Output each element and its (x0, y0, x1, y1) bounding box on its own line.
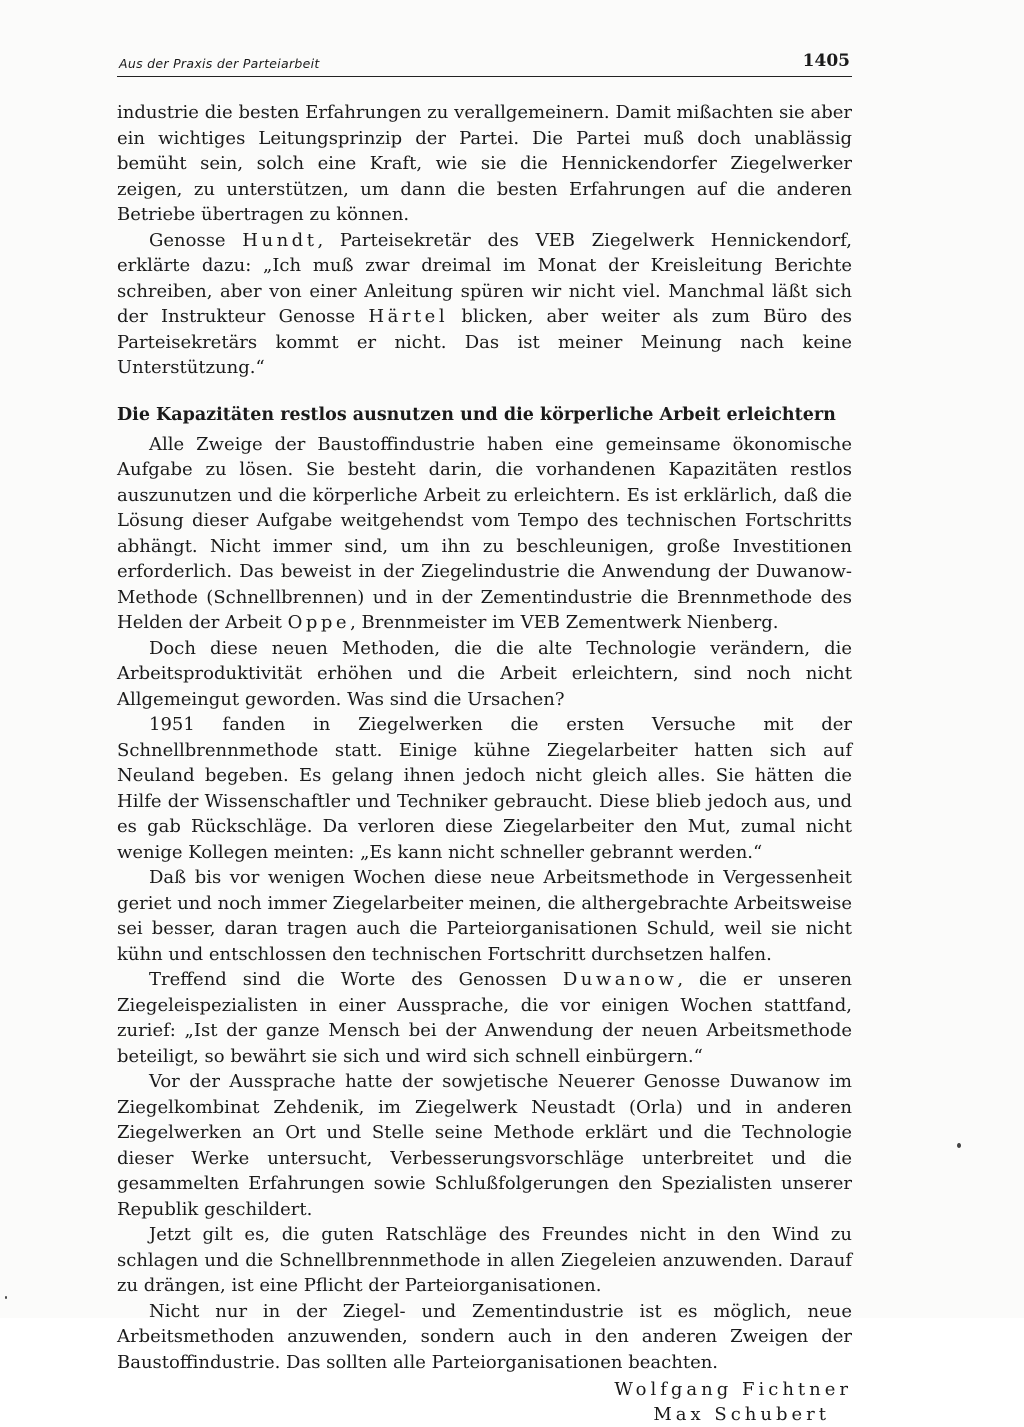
person-name-duwanow: Duwanow (562, 969, 678, 990)
author-name-fichtner: Wolfgang Fichtner (614, 1379, 852, 1400)
paragraph-2-text-c: blicken, aber weiter als zum Büro des Parteisekretärs kommt er nicht. Das ist meiner Meinung nach keine Unterstützung.“ (117, 306, 853, 378)
article-body (117, 100, 852, 1427)
person-name-oppe: Oppe (287, 612, 351, 633)
paragraph-3-text-b: , Brennmeister im VEB Zementwerk Nienberg. (350, 612, 779, 633)
paragraph-2-text-b: , Parteisekretär des VEB Ziegelwerk Hennickendorf, erklärte dazu: „Ich muß zwar dreimal im Monat der Kreisleitung Berichte schreiben, aber von einer Anleitung spüren wir nicht viel. Manchmal läßt sich der Instrukteur Genosse (117, 229, 852, 327)
paragraph-1: industrie die besten Erfahrungen zu verallgemeinern. Damit mißachten sie aber ein wichtiges Leitungsprinzip der Partei. Die Partei muß doch unablässig bemüht sein, solch eine Kraft, wie sie die Hennickendorfer Ziegelwerker zeigen, zu unterstützen, um dann die besten Erfahrungen auf die anderen Betriebe übertragen zu können. (117, 102, 852, 225)
author-signatures (117, 1377, 852, 1427)
author-name-schubert: Max Schubert (653, 1404, 830, 1425)
paragraph-10: Nicht nur in der Ziegel- und Zementindustrie ist es möglich, neue Arbeitsmethoden anzuwenden, sondern auch in den anderen Zweigen der Baustoffindustrie. Das sollten alle Parteiorganisationen beachten. (117, 1300, 852, 1373)
paragraph-6: Daß bis vor wenigen Wochen diese neue Arbeitsmethode in Vergessenheit geriet und noch immer Ziegelarbeiter meinen, die althergebrachte Arbeitsweise sei besser, daran tragen auch die Parteiorganisationen Schuld, weil sie nicht kühn und entschlossen den technischen Fortschritt durchsetzen halfen. (117, 867, 852, 965)
paragraph-5: 1951 fanden in Ziegelwerken die ersten Versuche mit der Schnellbrennmethode statt. Einige kühne Ziegelarbeiter hatten sich auf Neuland begeben. Es gelang ihnen jedoch nicht gleich alles. Sie hätten die Hilfe der Wissenschaftler und Techniker gebraucht. Diese blieb jedoch aus, und es gab Rückschläge. Da verloren diese Ziegelarbeiter den Mut, zumal nicht wenige Kollegen meinten: „Es kann nicht schneller gebrannt werden.“ (117, 714, 852, 863)
paragraph-3 (117, 432, 852, 636)
running-title: Aus der Praxis der Parteiarbeit (119, 56, 320, 71)
paragraph-4: Doch diese neuen Methoden, die die alte Technologie verändern, die Arbeitsproduktivität erhöhen und die Arbeit erleichtern, sind noch nicht Allgemeingut geworden. Was sind die Ursachen? (117, 637, 852, 710)
paragraph-7-text-b: , die er unseren Ziegeleispezialisten in einer Aussprache, die vor einigen Wochen stattfand, zurief: „Ist der ganze Mensch bei der Anwendung der neuen Arbeitsmethode beteiligt, so bewährt sie sich und wird sich schnell einbürgern.“ (117, 969, 853, 1067)
scan-speck (5, 1296, 7, 1299)
section-heading: Die Kapazitäten restlos ausnutzen und die körperliche Arbeit erleichtern (117, 404, 836, 425)
paragraph-2-text-a: Genosse (149, 229, 226, 251)
person-name-hundt: Hundt (242, 229, 318, 251)
paragraph-7 (117, 967, 852, 1069)
person-name-haertel: Härtel (368, 306, 449, 327)
paragraph-7-text-a: Treffend sind die Worte des Genossen (149, 969, 547, 990)
scan-speck (957, 1143, 961, 1148)
paragraph-3-text-a: Alle Zweige der Baustoffindustrie haben eine gemeinsame ökonomische Aufgabe zu lösen. Sie besteht darin, die vorhandenen Kapazitäten restlos auszunutzen und die körperliche Arbeit zu erleichtern. Es ist erklärlich, daß die Lösung dieser Aufgabe weitgehendst vom Tempo des technischen Fortschritts abhängt. Nicht immer sind, um ihn zu beschleunigen, große Investitionen erforderlich. Das beweist in der Ziegelindustrie die Anwendung der Duwanow-Methode (Schnellbrennen) und in der Zementindustrie die Brennmethode des Helden der Arbeit (117, 433, 852, 633)
paragraph-2 (117, 228, 852, 381)
paragraph-8: Vor der Aussprache hatte der sowjetische Neuerer Genosse Duwanow im Ziegelkombinat Zehdenik, im Ziegelwerk Neustadt (Orla) und in anderen Ziegelwerken an Ort und Stelle seine Methode erklärt und die Technologie dieser Werke untersucht, Verbesserungsvorschläge unterbreitet und die gesammelten Erfahrungen sowie Schlußfolgerungen den Spezialisten unserer Republik geschildert. (117, 1071, 852, 1220)
paragraph-9: Jetzt gilt es, die guten Ratschläge des Freundes nicht in den Wind zu schlagen und die Schnellbrennmethode in allen Ziegeleien anzuwenden. Darauf zu drängen, ist eine Pflicht der Parteiorganisationen. (117, 1224, 852, 1296)
page-number: 1405 (802, 51, 850, 71)
running-header (117, 48, 852, 77)
